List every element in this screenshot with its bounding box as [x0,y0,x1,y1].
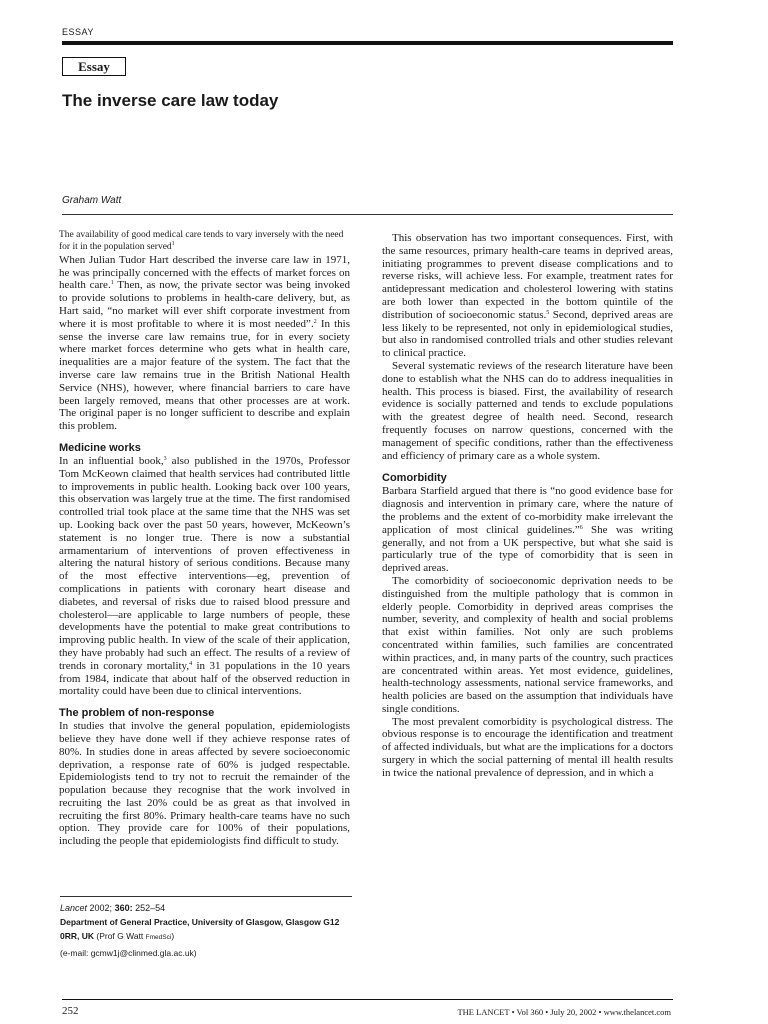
affiliation-text: Department of General Practice, University of Glasgow, Glasgow G12 0RR, UK [60,917,340,942]
heading-medicine-works: Medicine works [59,441,141,454]
ref-4: 4 [189,660,193,667]
medicine-paragraph [59,455,350,698]
epigraph [59,229,350,254]
intro-text-2: Then, as now, the private sector was being invoked to provide solutions to problems in health-care delivery, but, as Hart said, “no market will ever shift corporate investment from where it is most profitable to where it is most needed”. [59,279,351,330]
ref-3: 3 [163,455,167,462]
reviews-paragraph: Several systematic reviews of the research literature have been done to establish what the NHS can do to address inequalities in health. This process is biased. First, the availability of research evidence is socially patterned and tends to exclude populations with the greatest degree of health need. Second, research frequently focuses on narrow questions, concerned with the management of specific conditions, rather than the effectiveness and efficiency of primary care as a whole system. [382,359,673,462]
citation [60,901,352,915]
article-title: The inverse care law today [62,91,279,110]
author-credit: (Prof G Watt [94,931,146,942]
credentials: FmedSci [145,934,172,942]
intro-text-3: In this sense the inverse care law remains true, for in every society where market forces determine who gets what in health care, inequalities are a major feature of the system. The fact that the inverse care law remains true in the British National Health Service (NHS), however, where financial barriers to care have been largely removed, means that other processes are at work. The original paper is no longer sufficient to describe and explain this problem. [59,317,350,433]
medicine-text-2: also published in the 1970s, Professor Tom McKeown claimed that health services had contributed little to improvements in public health. Looking back over 100 years, this observation was largely true at the time. The first randomised controlled trial took place at the same time that the NHS was set up. Looking back over the past 50 years, however, McKeown’s statement is no longer true. There is now a substantial armamentarium of interventions of proven effectiveness in altering the natural history of serious conditions. Because many of the most effective interventions—eg, prevention of complications in patients with coronary heart disease and diabetes, and reversal of risks due to raised blood pressure and cholesterol—are applicable to large numbers of people, these developments have the potential to make great contributions to improving public health. In view of the scale of their application, they have probably had such an effect. The results of a review of trends in coronary mortality, [59,454,350,672]
heading-comorbidity: Comorbidity [382,472,447,485]
left-column [59,229,350,848]
essay-badge: Essay [62,57,126,76]
page-number: 252 [62,1005,79,1017]
ref-5: 5 [546,309,550,316]
ref-1b: 1 [110,280,114,287]
journal-name: Lancet [60,903,88,913]
starfield-text-1: Barbara Starfield argued that there is “no good evidence base for diagnosis and intervention in primary care, where the nature of the problems and the extent of co-morbidity make irrelevant the application of most clinical guidelines.” [382,485,673,536]
header-rule [62,41,673,45]
medicine-text-3: in 31 populations in the 10 years from 1984, indicate that about half of the observed reduction in mortality could have been due to clinical interventions. [59,659,350,698]
intro-paragraph [59,254,350,433]
ref-1: 1 [171,241,175,248]
medicine-text-1: In an influential book, [59,454,164,467]
citation-year: 2002; [87,903,115,913]
nonresponse-paragraph: In studies that involve the general population, epidemiologists believe they have done well if they achieve response rates of 80%. In studies done in areas affected by severe socioeconomic deprivation, a response rate of 60% is judged respectable. Epidemiologists tend to try not to recruit the remainder of the population because they recognise that the work involved in recruiting the last 20% could be as great as that involved in recruiting the first 80%. Primary health-care teams have no such option. They provide care for 100% of their populations, including the people that epidemiologists find difficult to study. [59,720,350,848]
footnote [60,901,352,960]
author-rule [62,214,673,215]
citation-volume: 360: [114,903,133,913]
consequences-text-1: This observation has two important consequences. First, with the same resources, primary health-care teams in deprived areas, initiating programmes to prevent disease complications and to reverse risks, will achieve less. For example, treatment rates for antidepressant medication and cholesterol lowering with statins are both lower than expected in the bottom quintile of the distribution of socioeconomic status. [382,232,673,321]
starfield-text-2: She was writing generally, and not from a UK perspective, but what she said is particularly true of the type of comorbidity that is seen in deprived areas. [382,523,673,575]
consequences-text-2: Second, deprived areas are less likely to be represented, not only in epidemiological studies, but also in randomised controlled trials and other studies relevant to clinical practice. [382,308,673,360]
journal-footer: THE LANCET • Vol 360 • July 20, 2002 • www.thelancet.com [457,1007,671,1017]
deprivation-paragraph: The comorbidity of socioeconomic deprivation needs to be distinguished from the multiple pathology that is common in elderly people. Comorbidity in deprived areas comprises the number, severity, and complexity of health and social problems that exist within families. Not only are such problems concentrated within families, such families are concentrated within practices, and, in many parts of the country, such practices are concentrated within areas. Yet most evidence, guidelines, health-technology assessments, national service frameworks, and health policies are based on the assumption that individuals have single conditions. [382,574,673,715]
right-column [382,232,673,780]
heading-non-response: The problem of non-response [59,707,215,720]
footer-rule [62,999,673,1000]
epigraph-text: The availability of good medical care tends to vary inversely with the need for it in the population served [59,230,344,253]
affiliation [60,915,352,945]
ref-6: 6 [579,524,583,531]
author-credit-end: ) [171,931,175,942]
email: (e-mail: gcmw1j@clinmed.gla.ac.uk) [60,947,197,958]
intro-text-1: When Julian Tudor Hart described the inverse care law in 1971, he was principally concerned with the effects of market forces on health care. [59,253,350,292]
footnote-rule [60,896,352,897]
consequences-paragraph [382,232,673,360]
author-name: Graham Watt [62,195,122,206]
distress-paragraph: The most prevalent comorbidity is psychological distress. The obvious response is to encourage the identification and treatment of affected individuals, but what are the implications for a doctors surgery in which the social patterning of mental ill health results in twice the national prevalence of depression, and in which a [382,715,673,779]
starfield-paragraph [382,485,673,575]
section-label: ESSAY [62,27,94,37]
ref-2: 2 [313,318,317,325]
citation-pages: 252–54 [132,903,166,913]
